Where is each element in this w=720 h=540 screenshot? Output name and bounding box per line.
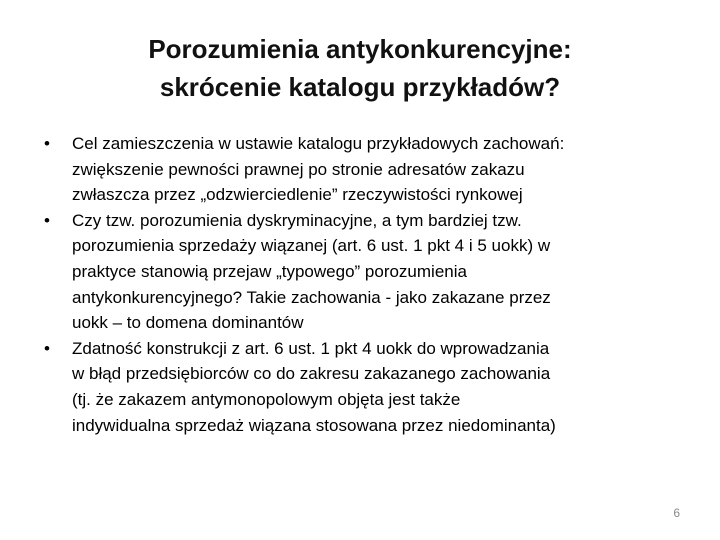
bullet-1-line-2: zwiększenie pewności prawnej po stronie adresatów zakazu	[72, 159, 525, 179]
page-number: 6	[673, 506, 680, 520]
bullet-3-line-1: Zdatność konstrukcji z art. 6 ust. 1 pkt 4 uokk do wprowadzania	[72, 338, 550, 358]
bullet-dot-icon: •	[44, 210, 50, 230]
bullet-item-2	[40, 208, 690, 336]
bullet-2-line-3: praktyce stanowią przejaw „typowego” porozumienia	[72, 261, 467, 281]
bullet-1-line-3: zwłaszcza przez „odzwierciedlenie” rzeczywistości rynkowej	[72, 185, 523, 205]
bullet-2-line-2: porozumienia sprzedaży wiązanej (art. 6 ust. 1 pkt 4 i 5 uokk) w	[72, 236, 551, 256]
bullet-2-line-1: Czy tzw. porozumienia dyskryminacyjne, a tym bardziej tzw.	[72, 210, 522, 230]
bullet-3-line-4: indywidualna sprzedaż wiązana stosowana przez niedominanta)	[72, 415, 556, 435]
bullet-list	[40, 131, 690, 438]
bullet-3-line-3: (tj. że zakazem antymonopolowym objęta jest także	[72, 389, 461, 409]
slide-title-line-2: skrócenie katalogu przykładów?	[159, 72, 561, 102]
slide-title	[60, 30, 660, 106]
bullet-3-line-2: w błąd przedsiębiorców co do zakresu zakazanego zachowania	[72, 364, 551, 384]
slide-title-line-1: Porozumienia antykonkurencyjne:	[148, 34, 572, 64]
bullet-1-line-1: Cel zamieszczenia w ustawie katalogu przykładowych zachowań:	[72, 134, 565, 153]
bullet-item-1	[40, 131, 690, 208]
bullet-2-line-5: uokk – to domena dominantów	[72, 313, 304, 333]
bullet-dot-icon: •	[44, 134, 50, 153]
bullet-dot-icon: •	[44, 338, 50, 358]
bullet-2-line-4: antykonkurencyjnego? Takie zachowania - jako zakazane przez	[72, 287, 551, 307]
bullet-item-3	[40, 336, 690, 438]
